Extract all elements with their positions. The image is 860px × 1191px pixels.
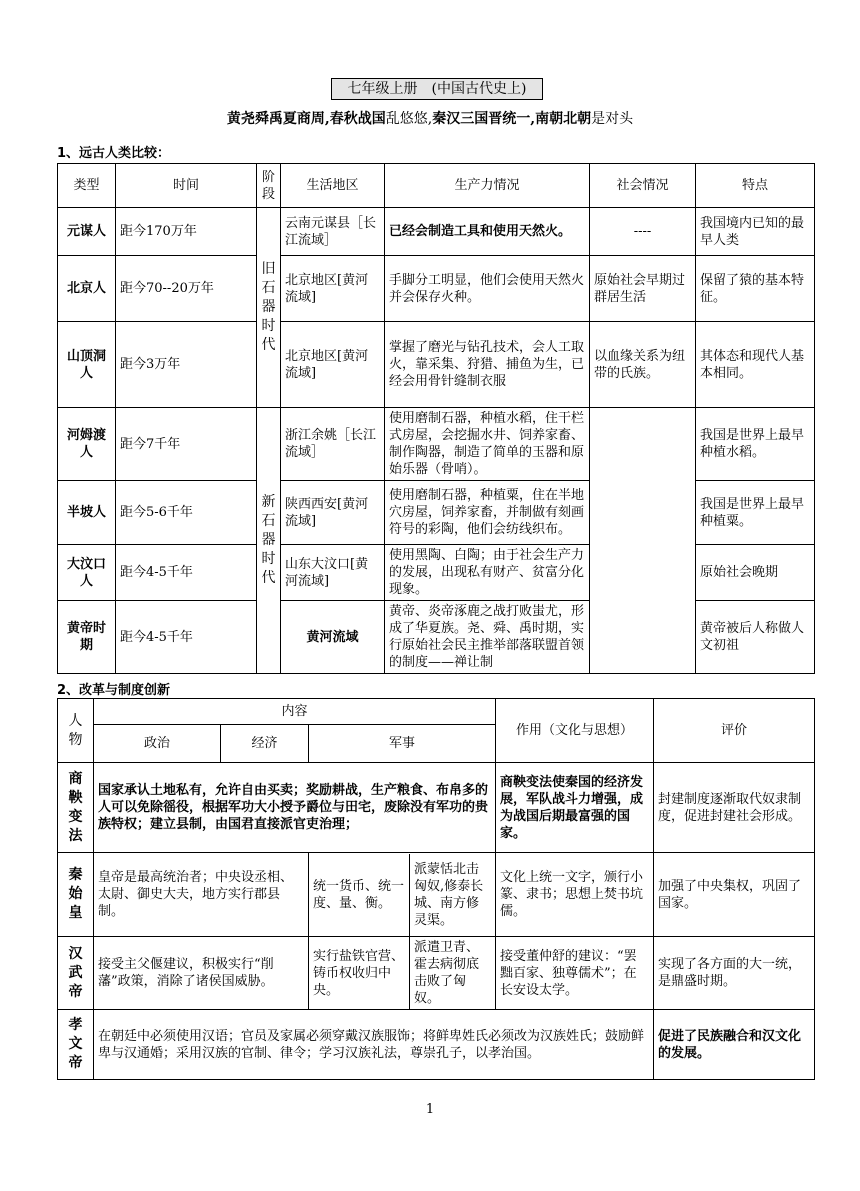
cell-region: 云南元谋县［长江流域］ xyxy=(281,208,385,256)
table-row xyxy=(58,601,815,674)
cell-feature: 其体态和现代人基本相同。 xyxy=(696,322,815,408)
col-header-effect: 作用（文化与思想） xyxy=(496,699,654,763)
col-header-type: 类型 xyxy=(58,164,116,208)
col-header-politics: 政治 xyxy=(94,725,221,763)
cell-productivity: 使用磨制石器，种植水稻，住干栏式房屋，会挖掘水井、饲养家畜、制作陶器，制造了简单的玉器和原始乐器（骨哨）。 xyxy=(385,408,590,481)
cell-military: 派蒙恬北击匈奴,修泰长城、南方修灵渠。 xyxy=(414,861,484,928)
verse-segment: 是对头 xyxy=(591,111,634,127)
col-header-person: 人物 xyxy=(58,699,94,763)
cell-content-merged: 在朝廷中必须使用汉语；官员及家属必须穿戴汉族服饰；将鲜卑姓氏必须改为汉族姓氏；鼓励鲜卑与汉通婚；采用汉族的官制、律令；学习汉族礼法，尊崇孔子，以孝治国。 xyxy=(94,1010,654,1080)
cell-evaluation: 封建制度逐渐取代奴隶制度，促进封建社会形成。 xyxy=(654,763,815,853)
cell-productivity: 使用磨制石器，种植粟，住在半地穴房屋，饲养家畜，并制做有刻画符号的彩陶，他们会纺线织布。 xyxy=(385,481,590,545)
cell-productivity: 已经会制造工具和使用天然火。 xyxy=(385,208,590,256)
cell-effect: 接受董仲舒的建议：“罢黜百家、独尊儒术”；在长安设太学。 xyxy=(496,937,654,1010)
cell-society: ---- xyxy=(590,208,696,256)
verse-segment: 南朝北朝 xyxy=(535,111,592,127)
verse-segment: 春秋战国 xyxy=(329,111,386,127)
page-title: 七年级上册 (中国古代史上) xyxy=(331,78,543,100)
cell-time: 距今3万年 xyxy=(116,322,257,408)
cell-society-empty xyxy=(590,408,696,674)
cell-time: 距今70--20万年 xyxy=(116,256,257,322)
cell-economy-military xyxy=(309,937,496,1010)
cell-type: 北京人 xyxy=(58,256,116,322)
cell-person: 孝文帝 xyxy=(58,1010,94,1080)
ancient-humans-table xyxy=(57,163,815,674)
cell-region: 黄河流域 xyxy=(281,601,385,674)
cell-feature: 原始社会晚期 xyxy=(696,545,815,601)
table-header-row xyxy=(58,699,815,725)
cell-content-merged: 国家承认土地私有，允许自由买卖；奖励耕战，生产粮食、布帛多的人可以免除徭役，根据军功大小授予爵位与田宅，废除没有军功的贵族特权；建立县制，由国君直接派官吏治理； xyxy=(94,763,496,853)
section2-heading: 2、改革与制度创新 xyxy=(57,683,171,698)
cell-stage-old: 旧石器时代 xyxy=(257,208,281,408)
cell-feature: 我国境内已知的最早人类 xyxy=(696,208,815,256)
col-header-stage: 阶段 xyxy=(257,164,281,208)
cell-politics: 接受主父偃建议，积极实行“削藩”政策，消除了诸侯国威胁。 xyxy=(94,937,309,1010)
cell-type: 半坡人 xyxy=(58,481,116,545)
cell-region: 山东大汶口[黄河流域] xyxy=(281,545,385,601)
cell-person: 秦始皇 xyxy=(58,853,94,937)
cell-economy: 实行盐铁官营、铸币权收归中央。 xyxy=(309,937,410,1009)
cell-type: 元谋人 xyxy=(58,208,116,256)
table-header-row xyxy=(58,164,815,208)
col-header-region: 生活地区 xyxy=(281,164,385,208)
cell-type: 山顶洞人 xyxy=(58,322,116,408)
col-header-economy: 经济 xyxy=(221,725,309,763)
table-row xyxy=(58,763,815,853)
cell-type: 黄帝时期 xyxy=(58,601,116,674)
col-header-society: 社会情况 xyxy=(590,164,696,208)
cell-productivity: 手脚分工明显，他们会使用天然火并会保存火种。 xyxy=(385,256,590,322)
col-header-feature: 特点 xyxy=(696,164,815,208)
cell-society: 原始社会早期过群居生活 xyxy=(590,256,696,322)
table-row xyxy=(58,322,815,408)
cell-type: 大汶口人 xyxy=(58,545,116,601)
cell-effect: 商鞅变法使秦国的经济发展，军队战斗力增强，成为战国后期最富强的国家。 xyxy=(496,763,654,853)
cell-feature: 黄帝被后人称做人文初祖 xyxy=(696,601,815,674)
table-row xyxy=(58,937,815,1010)
cell-politics: 皇帝是最高统治者；中央设丞相、太尉、御史大夫，地方实行郡县制。 xyxy=(94,853,309,937)
verse-segment: 黄尧舜禹夏商周, xyxy=(226,111,330,127)
mnemonic-verse xyxy=(0,108,860,128)
cell-evaluation: 加强了中央集权，巩固了国家。 xyxy=(654,853,815,937)
cell-feature: 我国是世界上最早种植水稻。 xyxy=(696,408,815,481)
cell-person: 汉武帝 xyxy=(58,937,94,1010)
verse-segment: 秦汉三国晋统一, xyxy=(432,111,536,127)
cell-region: 浙江余姚［长江流域］ xyxy=(281,408,385,481)
cell-economy: 统一货币、统一度、量、衡。 xyxy=(309,854,410,936)
cell-time: 距今5-6千年 xyxy=(116,481,257,545)
cell-region: 北京地区[黄河流域] xyxy=(281,256,385,322)
cell-type: 河姆渡人 xyxy=(58,408,116,481)
col-header-evaluation: 评价 xyxy=(654,699,815,763)
cell-productivity: 使用黑陶、白陶；由于社会生产力的发展，出现私有财产、贫富分化现象。 xyxy=(385,545,590,601)
table-row xyxy=(58,256,815,322)
cell-effect: 文化上统一文字，颁行小篆、隶书；思想上焚书坑儒。 xyxy=(496,853,654,937)
col-header-productivity: 生产力情况 xyxy=(385,164,590,208)
cell-time: 距今7千年 xyxy=(116,408,257,481)
cell-society: 以血缘关系为纽带的氏族。 xyxy=(590,322,696,408)
cell-time: 距今4-5千年 xyxy=(116,601,257,674)
cell-person: 商鞅变法 xyxy=(58,763,94,853)
cell-productivity: 黄帝、炎帝涿鹿之战打败蚩尤，形成了华夏族。尧、舜、禹时期，实行原始社会民主推举部落联盟首领的制度——禅让制 xyxy=(385,601,590,674)
verse-segment: 乱悠悠, xyxy=(385,111,433,127)
cell-feature: 保留了猿的基本特征。 xyxy=(696,256,815,322)
cell-time: 距今170万年 xyxy=(116,208,257,256)
table-row xyxy=(58,481,815,545)
cell-evaluation: 实现了各方面的大一统，是鼎盛时期。 xyxy=(654,937,815,1010)
cell-evaluation: 促进了民族融合和汉文化的发展。 xyxy=(654,1010,815,1080)
page-number: 1 xyxy=(425,1102,435,1117)
table-row xyxy=(58,545,815,601)
reforms-table xyxy=(57,698,815,1080)
col-header-military: 军事 xyxy=(309,725,496,763)
cell-productivity: 掌握了磨光与钻孔技术，会人工取火，靠采集、狩猎、捕鱼为生，已经会用骨针缝制衣服 xyxy=(385,322,590,408)
table-row xyxy=(58,1010,815,1080)
cell-economy-military xyxy=(309,853,496,937)
section1-heading: 1、远古人类比较： xyxy=(57,146,171,161)
cell-military: 派遣卫青、霍去病彻底击败了匈奴。 xyxy=(414,940,480,1006)
cell-feature: 我国是世界上最早种植粟。 xyxy=(696,481,815,545)
cell-stage-new: 新石器时代 xyxy=(257,408,281,674)
col-header-content: 内容 xyxy=(94,699,496,725)
table-row xyxy=(58,408,815,481)
table-row xyxy=(58,208,815,256)
cell-region: 陕西西安[黄河流域] xyxy=(281,481,385,545)
cell-region: 北京地区[黄河流域] xyxy=(281,322,385,408)
table-row xyxy=(58,853,815,937)
col-header-time: 时间 xyxy=(116,164,257,208)
cell-time: 距今4-5千年 xyxy=(116,545,257,601)
